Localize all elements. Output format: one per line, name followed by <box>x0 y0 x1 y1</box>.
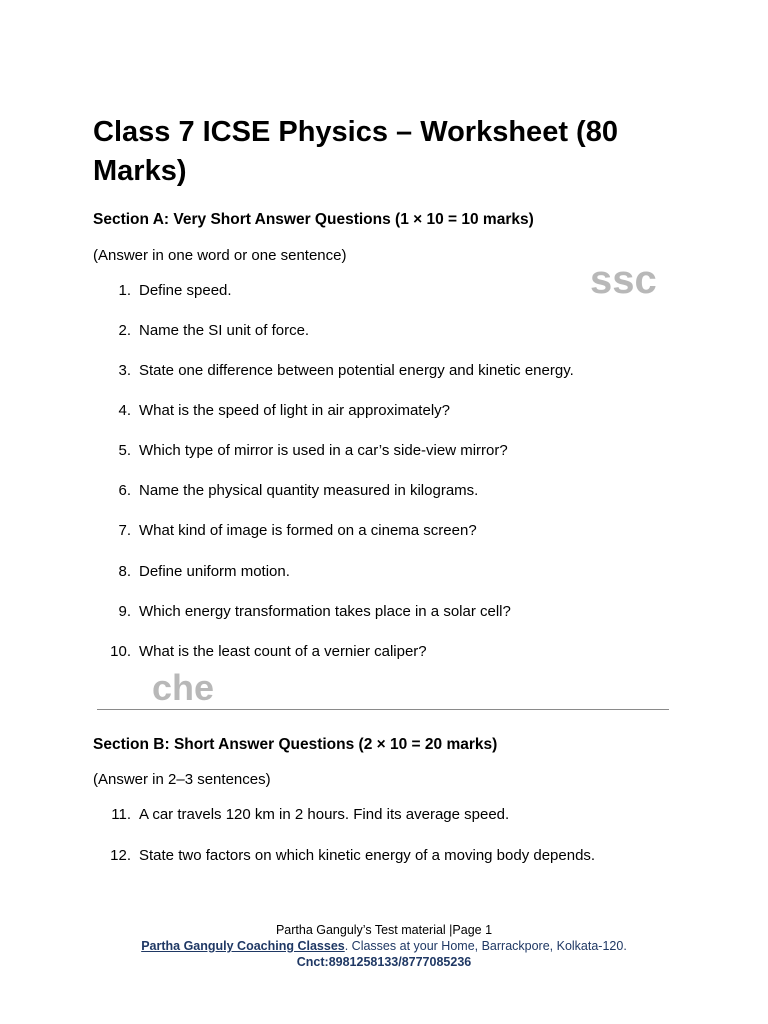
question-text: What is the least count of a vernier caliper? <box>139 643 427 660</box>
section-a-instruction: (Answer in one word or one sentence) <box>93 247 347 264</box>
question-number: 12. <box>110 847 131 864</box>
question-text: A car travels 120 km in 2 hours. Find its average speed. <box>139 806 510 823</box>
section-b-heading: Section B: Short Answer Questions (2 × 10 = 20 marks) <box>93 736 498 753</box>
footer-address: . Classes at your Home, Barrackpore, Kolkata-120. <box>344 939 627 953</box>
question-number: 7. <box>118 522 131 539</box>
watermark-fragment-bottom: che <box>152 667 215 708</box>
question-text: Define uniform motion. <box>139 563 290 580</box>
worksheet-title: Class 7 ICSE Physics – Worksheet (80 Marks) <box>93 116 618 187</box>
question-number: 2. <box>118 322 131 339</box>
question-text: Which energy transformation takes place in a solar cell? <box>139 603 511 620</box>
question-number: 11. <box>111 806 131 823</box>
coaching-classes-link[interactable]: Partha Ganguly Coaching Classes <box>141 939 345 953</box>
question-text: Define speed. <box>139 282 232 299</box>
footer-contact: Cnct:8981258133/8777085236 <box>296 955 472 969</box>
footer-coaching-line <box>0 938 768 954</box>
question-text: Name the physical quantity measured in kilograms. <box>139 482 479 499</box>
question-number: 5. <box>118 442 131 459</box>
question-text: State two factors on which kinetic energy of a moving body depends. <box>139 847 596 864</box>
question-text: State one difference between potential energy and kinetic energy. <box>139 362 574 379</box>
question-text: Which type of mirror is used in a car’s side-view mirror? <box>139 442 508 459</box>
watermark-fragment-top: ssc <box>590 258 657 302</box>
footer-page-info: Partha Ganguly’s Test material |Page 1 <box>275 923 493 937</box>
question-number: 10. <box>110 643 131 660</box>
question-number: 4. <box>118 402 131 419</box>
question-number: 8. <box>118 563 131 580</box>
section-divider <box>97 709 669 710</box>
question-number: 3. <box>118 362 131 379</box>
section-a-heading: Section A: Very Short Answer Questions (1 × 10 = 10 marks) <box>93 211 534 228</box>
question-number: 1. <box>118 282 131 299</box>
question-number: 6. <box>118 482 131 499</box>
question-text: What is the speed of light in air approximately? <box>139 402 450 419</box>
question-number: 9. <box>118 603 131 620</box>
question-text: Name the SI unit of force. <box>139 322 310 339</box>
question-text: What kind of image is formed on a cinema screen? <box>139 522 477 539</box>
section-b-instruction: (Answer in 2–3 sentences) <box>93 771 271 788</box>
